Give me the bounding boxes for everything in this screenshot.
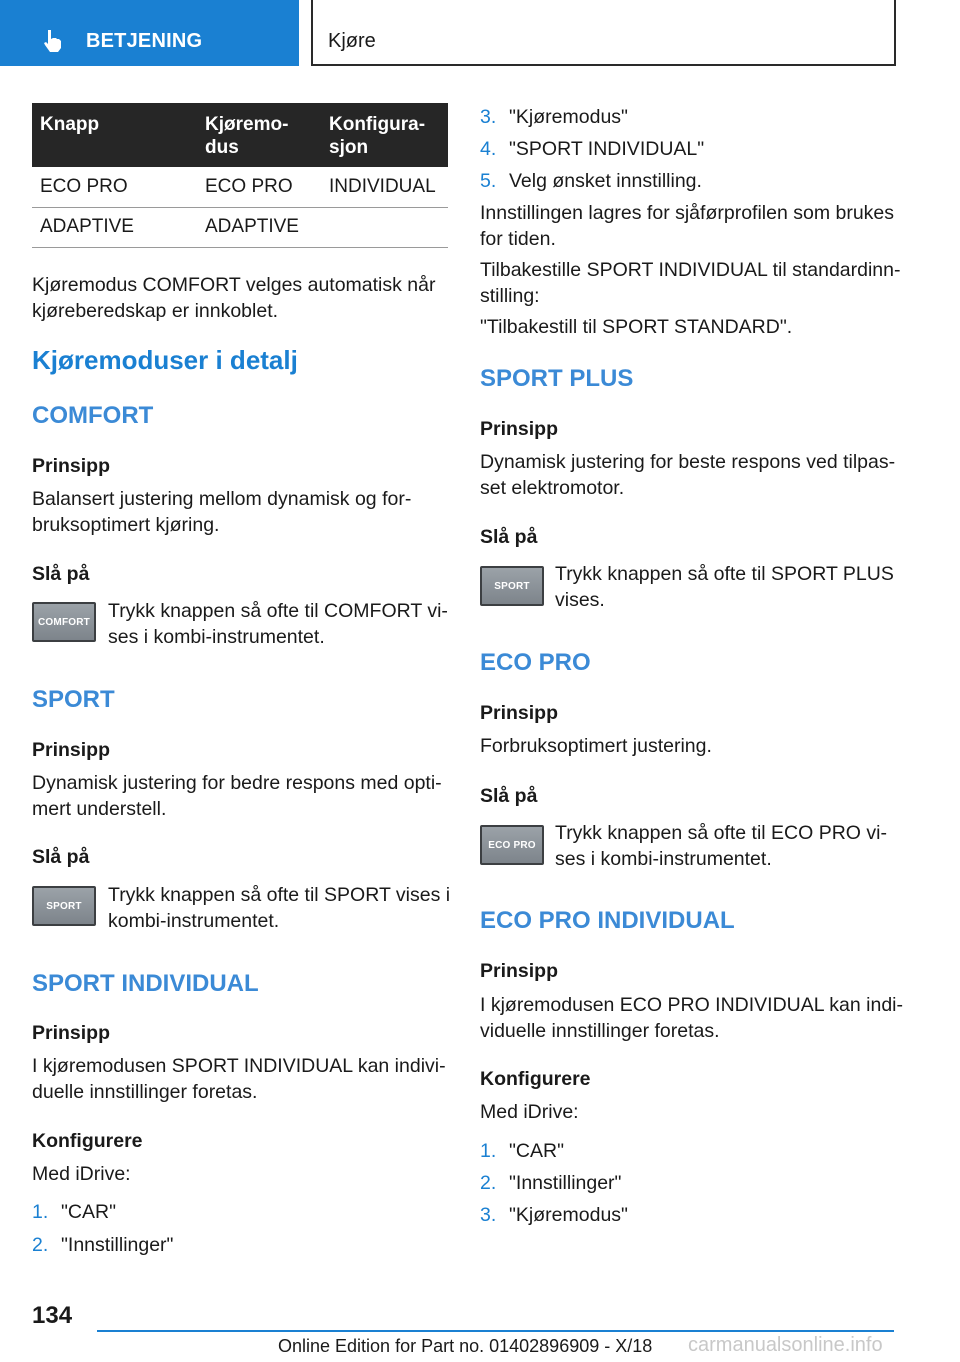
sport-plus-principle: Dynamisk justering for beste respons ved tilpas- set elektromotor. [480,451,896,499]
sport-plus-instruction: Trykk knappen så ofte til SPORT PLUS vises. [555,563,894,611]
sport-plus-button-image: SPORT [480,566,544,606]
page-number: 134 [32,1302,73,1329]
comfort-principle: Balansert justering mellom dynamisk og for- bruksoptimert kjøring. [32,488,412,536]
sport-plus-heading: SPORT PLUS [480,365,634,392]
main-heading: Kjøremoduser i detalj [32,345,298,375]
edition-footer: Online Edition for Part no. 01402896909 - X/18 [278,1336,653,1356]
comfort-button-image: COMFORT [32,602,96,642]
reset-command: "Tilbakestill til SPORT STANDARD". [480,316,793,338]
table-header-button: Knapp [32,103,197,167]
eco-pro-individual-principle: I kjøremodusen ECO PRO INDIVIDUAL kan indi- viduelle innstillinger foretas. [480,994,903,1042]
sport-plus-on-label: Slå på [480,526,538,548]
reset-note: Tilbakestille SPORT INDIVIDUAL til standardinn- stilling: [480,259,901,307]
sport-plus-principle-label: Prinsipp [480,418,559,440]
eco-pro-button-image: ECO PRO [480,825,544,865]
eco-pro-on-label: Slå på [480,785,538,807]
comfort-principle-label: Prinsipp [32,455,111,477]
section-tab [0,0,299,66]
comfort-instruction: Trykk knappen så ofte til COMFORT vi- ses i kombi-instrumentet. [108,600,448,648]
chapter-title: Kjøre [328,30,376,52]
table-cell: ADAPTIVE [32,207,197,247]
sport-individual-principle: I kjøremodusen SPORT INDIVIDUAL kan indivi- duelle innstillinger foretas. [32,1055,446,1103]
sport-individual-principle-label: Prinsipp [32,1022,111,1044]
sport-on-label: Slå på [32,846,90,868]
hand-pointer-icon [38,26,66,54]
table-header-config: Konfigura- sjon [321,103,448,167]
sport-individual-config-label: Konfigurere [32,1130,143,1152]
sport-individual-idrive: Med iDrive: [32,1163,131,1185]
eco-pro-principle-label: Prinsipp [480,702,559,724]
sport-principle-label: Prinsipp [32,739,111,761]
eco-pro-individual-heading: ECO PRO INDIVIDUAL [480,907,735,934]
table-header-row [32,103,448,167]
eco-pro-principle: Forbruksoptimert justering. [480,735,712,757]
chapter-header [311,0,896,66]
table-cell: ECO PRO [32,167,197,207]
table-header-mode: Kjøremo- dus [197,103,321,167]
watermark: carmanualsonline.info [688,1334,883,1356]
table-cell: INDIVIDUAL [321,167,448,207]
sport-instruction: Trykk knappen så ofte til SPORT vises i kombi-instrumentet. [108,884,451,932]
footer-rule [97,1330,894,1332]
table-cell [321,207,448,247]
sport-individual-heading: SPORT INDIVIDUAL [32,970,259,997]
sport-button-image: SPORT [32,886,96,926]
eco-pro-heading: ECO PRO [480,649,591,676]
sport-principle: Dynamisk justering for bedre respons med opti- mert understell. [32,772,442,820]
intro-paragraph: Kjøremodus COMFORT velges automatisk når kjøreberedskap er innkoblet. [32,274,436,322]
mode-config-table [32,103,448,248]
table-row [32,207,448,247]
table-cell: ECO PRO [197,167,321,207]
table-row [32,167,448,207]
comfort-on-label: Slå på [32,563,90,585]
table-cell: ADAPTIVE [197,207,321,247]
eco-pro-instruction: Trykk knappen så ofte til ECO PRO vi- ses i kombi-instrumentet. [555,822,887,870]
saved-note: Innstillingen lagres for sjåførprofilen som brukes for tiden. [480,202,895,250]
sport-heading: SPORT [32,686,115,713]
eco-pro-individual-config-label: Konfigurere [480,1068,591,1090]
comfort-heading: COMFORT [32,402,154,429]
eco-pro-individual-idrive: Med iDrive: [480,1101,579,1123]
eco-pro-individual-principle-label: Prinsipp [480,960,559,982]
section-title: BETJENING [86,30,203,52]
